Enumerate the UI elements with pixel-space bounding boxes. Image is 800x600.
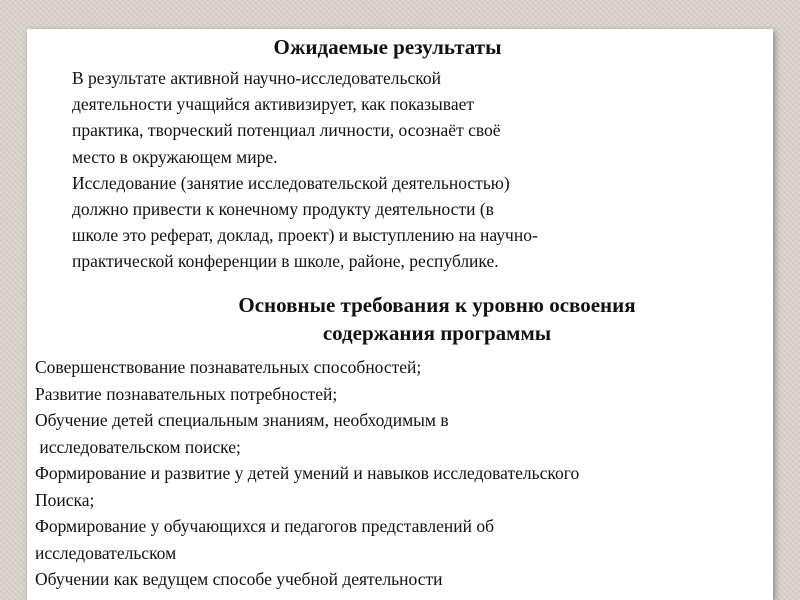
requirement-line: исследовательском [35,542,177,563]
paragraph-line: место в окружающем мире. [72,146,278,167]
paragraph-line: практика, творческий потенциал личности, осознаёт своё [72,120,501,141]
requirement-line: Поиска; [35,489,95,510]
requirement-line: Формирование и развитие у детей умений и навыков исследовательского [35,463,580,483]
requirement-line: Обучение детей специальным знаниям, необходимым в [35,410,449,430]
paragraph-line: школе это реферат, доклад, проект) и выступлению на научно- [72,225,538,246]
section-subtitle [137,291,737,347]
requirement-line: Формирование у обучающихся и педагогов представлений об [35,516,494,536]
requirement-line: исследовательском поиске; [35,436,241,457]
requirements-list [35,354,770,593]
paragraph-line: деятельности учащийся активизирует, как показывает [72,94,475,115]
subtitle-line: Основные требования к уровню освоения [238,293,636,317]
expected-results-paragraph [72,65,692,275]
paragraph-line: должно привести к конечному продукту деятельности (в [72,199,494,220]
slide-title-text: Ожидаемые результаты [273,35,502,59]
subtitle-line: содержания программы [322,321,552,345]
requirement-line: Совершенствование познавательных способностей; [35,357,422,377]
paragraph-line: В результате активной научно-исследовательской [72,68,442,88]
paragraph-line: Исследование (занятие исследовательской деятельностью) [72,172,510,193]
paragraph-line: практической конференции в школе, районе, республике. [72,251,499,272]
requirement-line: Обучении как ведущем способе учебной деятельности [35,569,443,589]
requirement-line: Развитие познавательных потребностей; [35,383,338,404]
slide [27,29,773,600]
slide-title [27,34,773,60]
